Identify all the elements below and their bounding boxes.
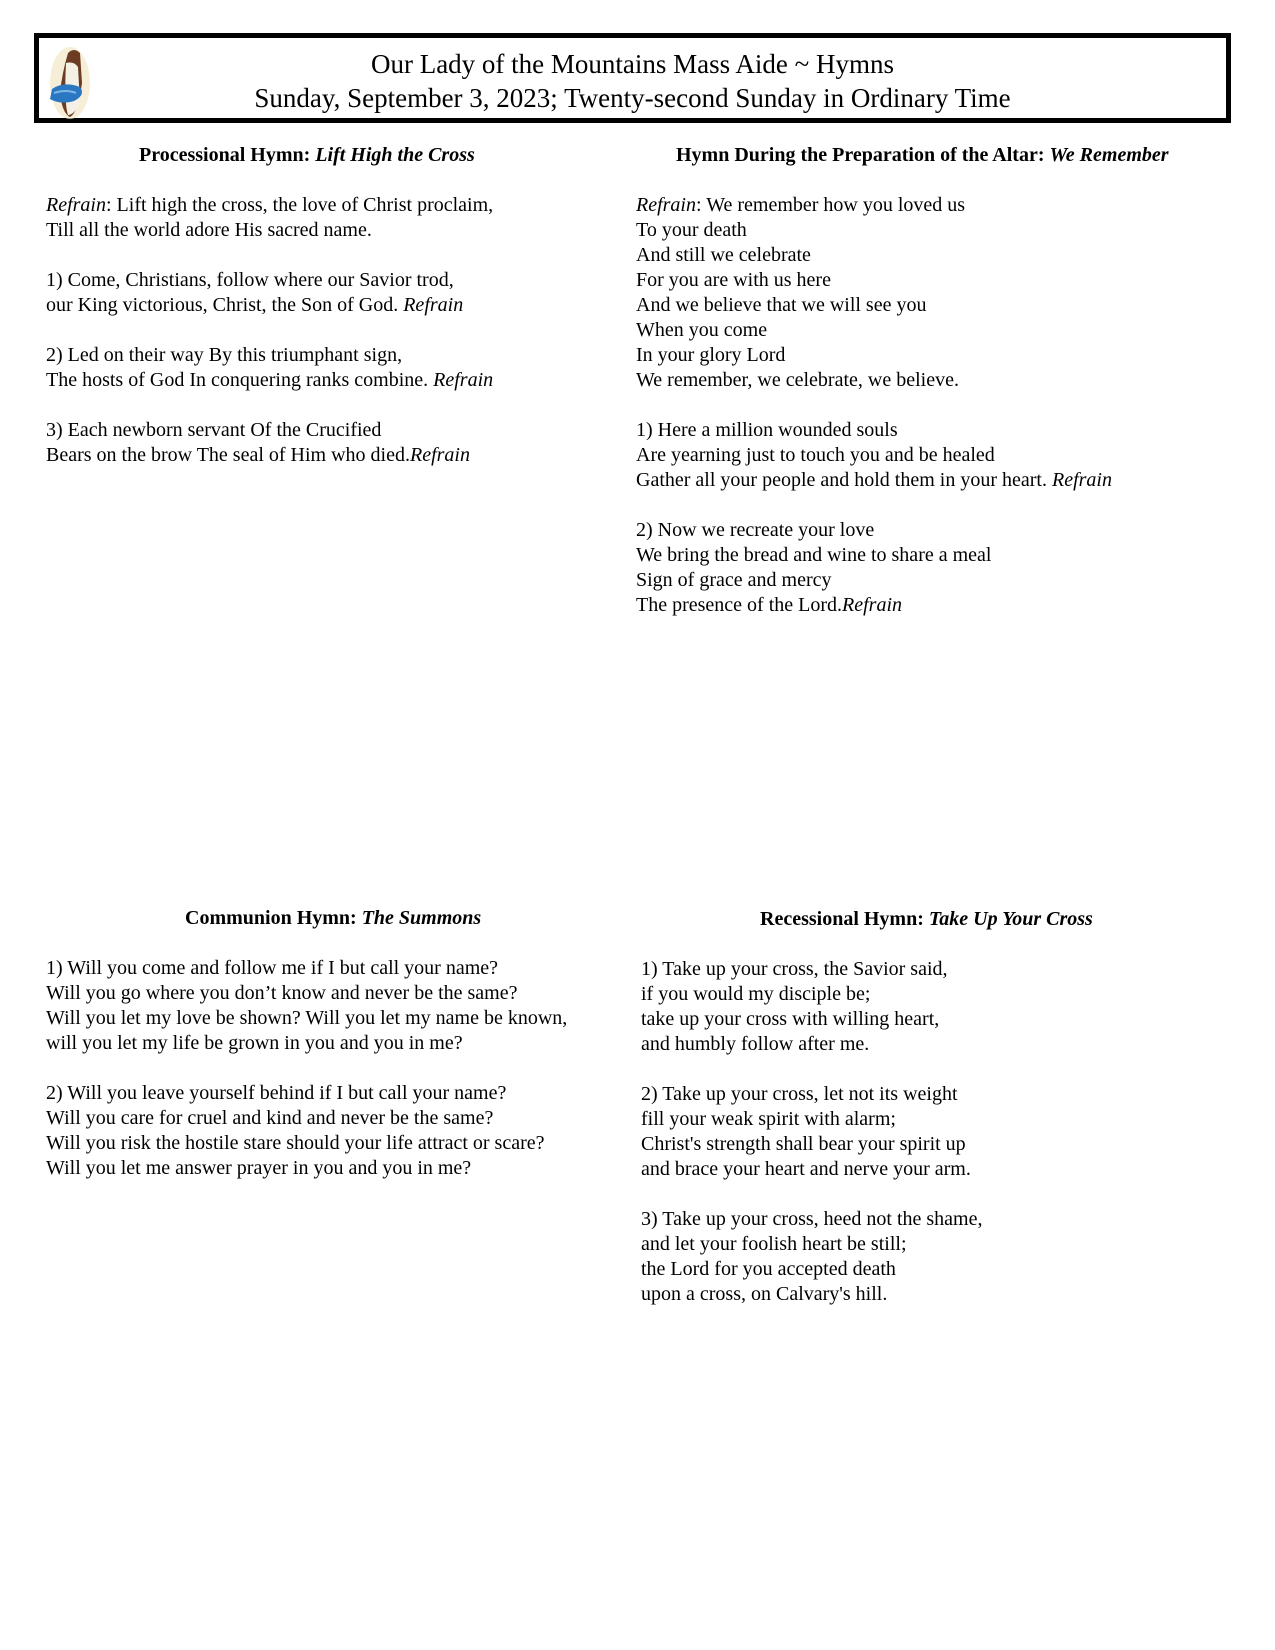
header-box	[34, 33, 1231, 123]
refrain: Refrain: Lift high the cross, the love of Christ proclaim, Till all the world adore His sacred name.	[46, 194, 494, 241]
verse: 2) Will you leave yourself behind if I but call your name? Will you care for cruel and kind and never be the same? Will you risk the hostile stare should your life attract or scare? Will you let me answer prayer in you and you in me?	[46, 1082, 545, 1179]
hymn-title: Hymn During the Preparation of the Altar: We Remember	[676, 144, 1169, 166]
verse: 1) Come, Christians, follow where our Savior trod, our King victorious, Christ, the Son of God. Refrain	[46, 269, 464, 316]
verse: 2) Now we recreate your love We bring the bread and wine to share a meal Sign of grace and mercy The presence of the Lord.Refrain	[636, 519, 992, 616]
hymn-title: Recessional Hymn: Take Up Your Cross	[760, 908, 1093, 930]
communion-hymn	[46, 906, 636, 1206]
recessional-hymn	[641, 907, 1201, 1332]
verse: 3) Each newborn servant Of the Crucified Bears on the brow The seal of Him who died.Refrain	[46, 419, 470, 466]
verse: 1) Here a million wounded souls Are yearning just to touch you and be healed Gather all your people and hold them in your heart. Refrain	[636, 419, 1112, 491]
header-date: Sunday, September 3, 2023; Twenty-second Sunday in Ordinary Time	[254, 83, 1011, 113]
hymn-title: Processional Hymn: Lift High the Cross	[139, 144, 475, 166]
preparation-hymn	[636, 143, 1196, 643]
verse: 3) Take up your cross, heed not the shame, and let your foolish heart be still; the Lord for you accepted death upon a cross, on Calvary's hill.	[641, 1208, 983, 1305]
hymn-title: Communion Hymn: The Summons	[185, 907, 482, 929]
header-title: Our Lady of the Mountains Mass Aide ~ Hymns	[370, 49, 895, 79]
verse: 1) Will you come and follow me if I but call your name? Will you go where you don’t know and never be the same? Will you let my love be shown? Will you let my name be known, will you let my life be grown in you and you in me?	[46, 957, 568, 1054]
verse: 1) Take up your cross, the Savior said, if you would my disciple be; take up your cross with willing heart, and humbly follow after me.	[641, 958, 948, 1055]
verse: 2) Led on their way By this triumphant sign, The hosts of God In conquering ranks combine. Refrain	[46, 344, 494, 391]
refrain: Refrain: We remember how you loved us To your death And still we celebrate For you are with us here And we believe that we will see you When you come In your glory Lord We remember, we celebrate, we believe.	[636, 194, 966, 391]
processional-hymn	[46, 143, 586, 493]
verse: 2) Take up your cross, let not its weight fill your weak spirit with alarm; Christ's strength shall bear your spirit up and brace your heart and nerve your arm.	[641, 1083, 971, 1180]
